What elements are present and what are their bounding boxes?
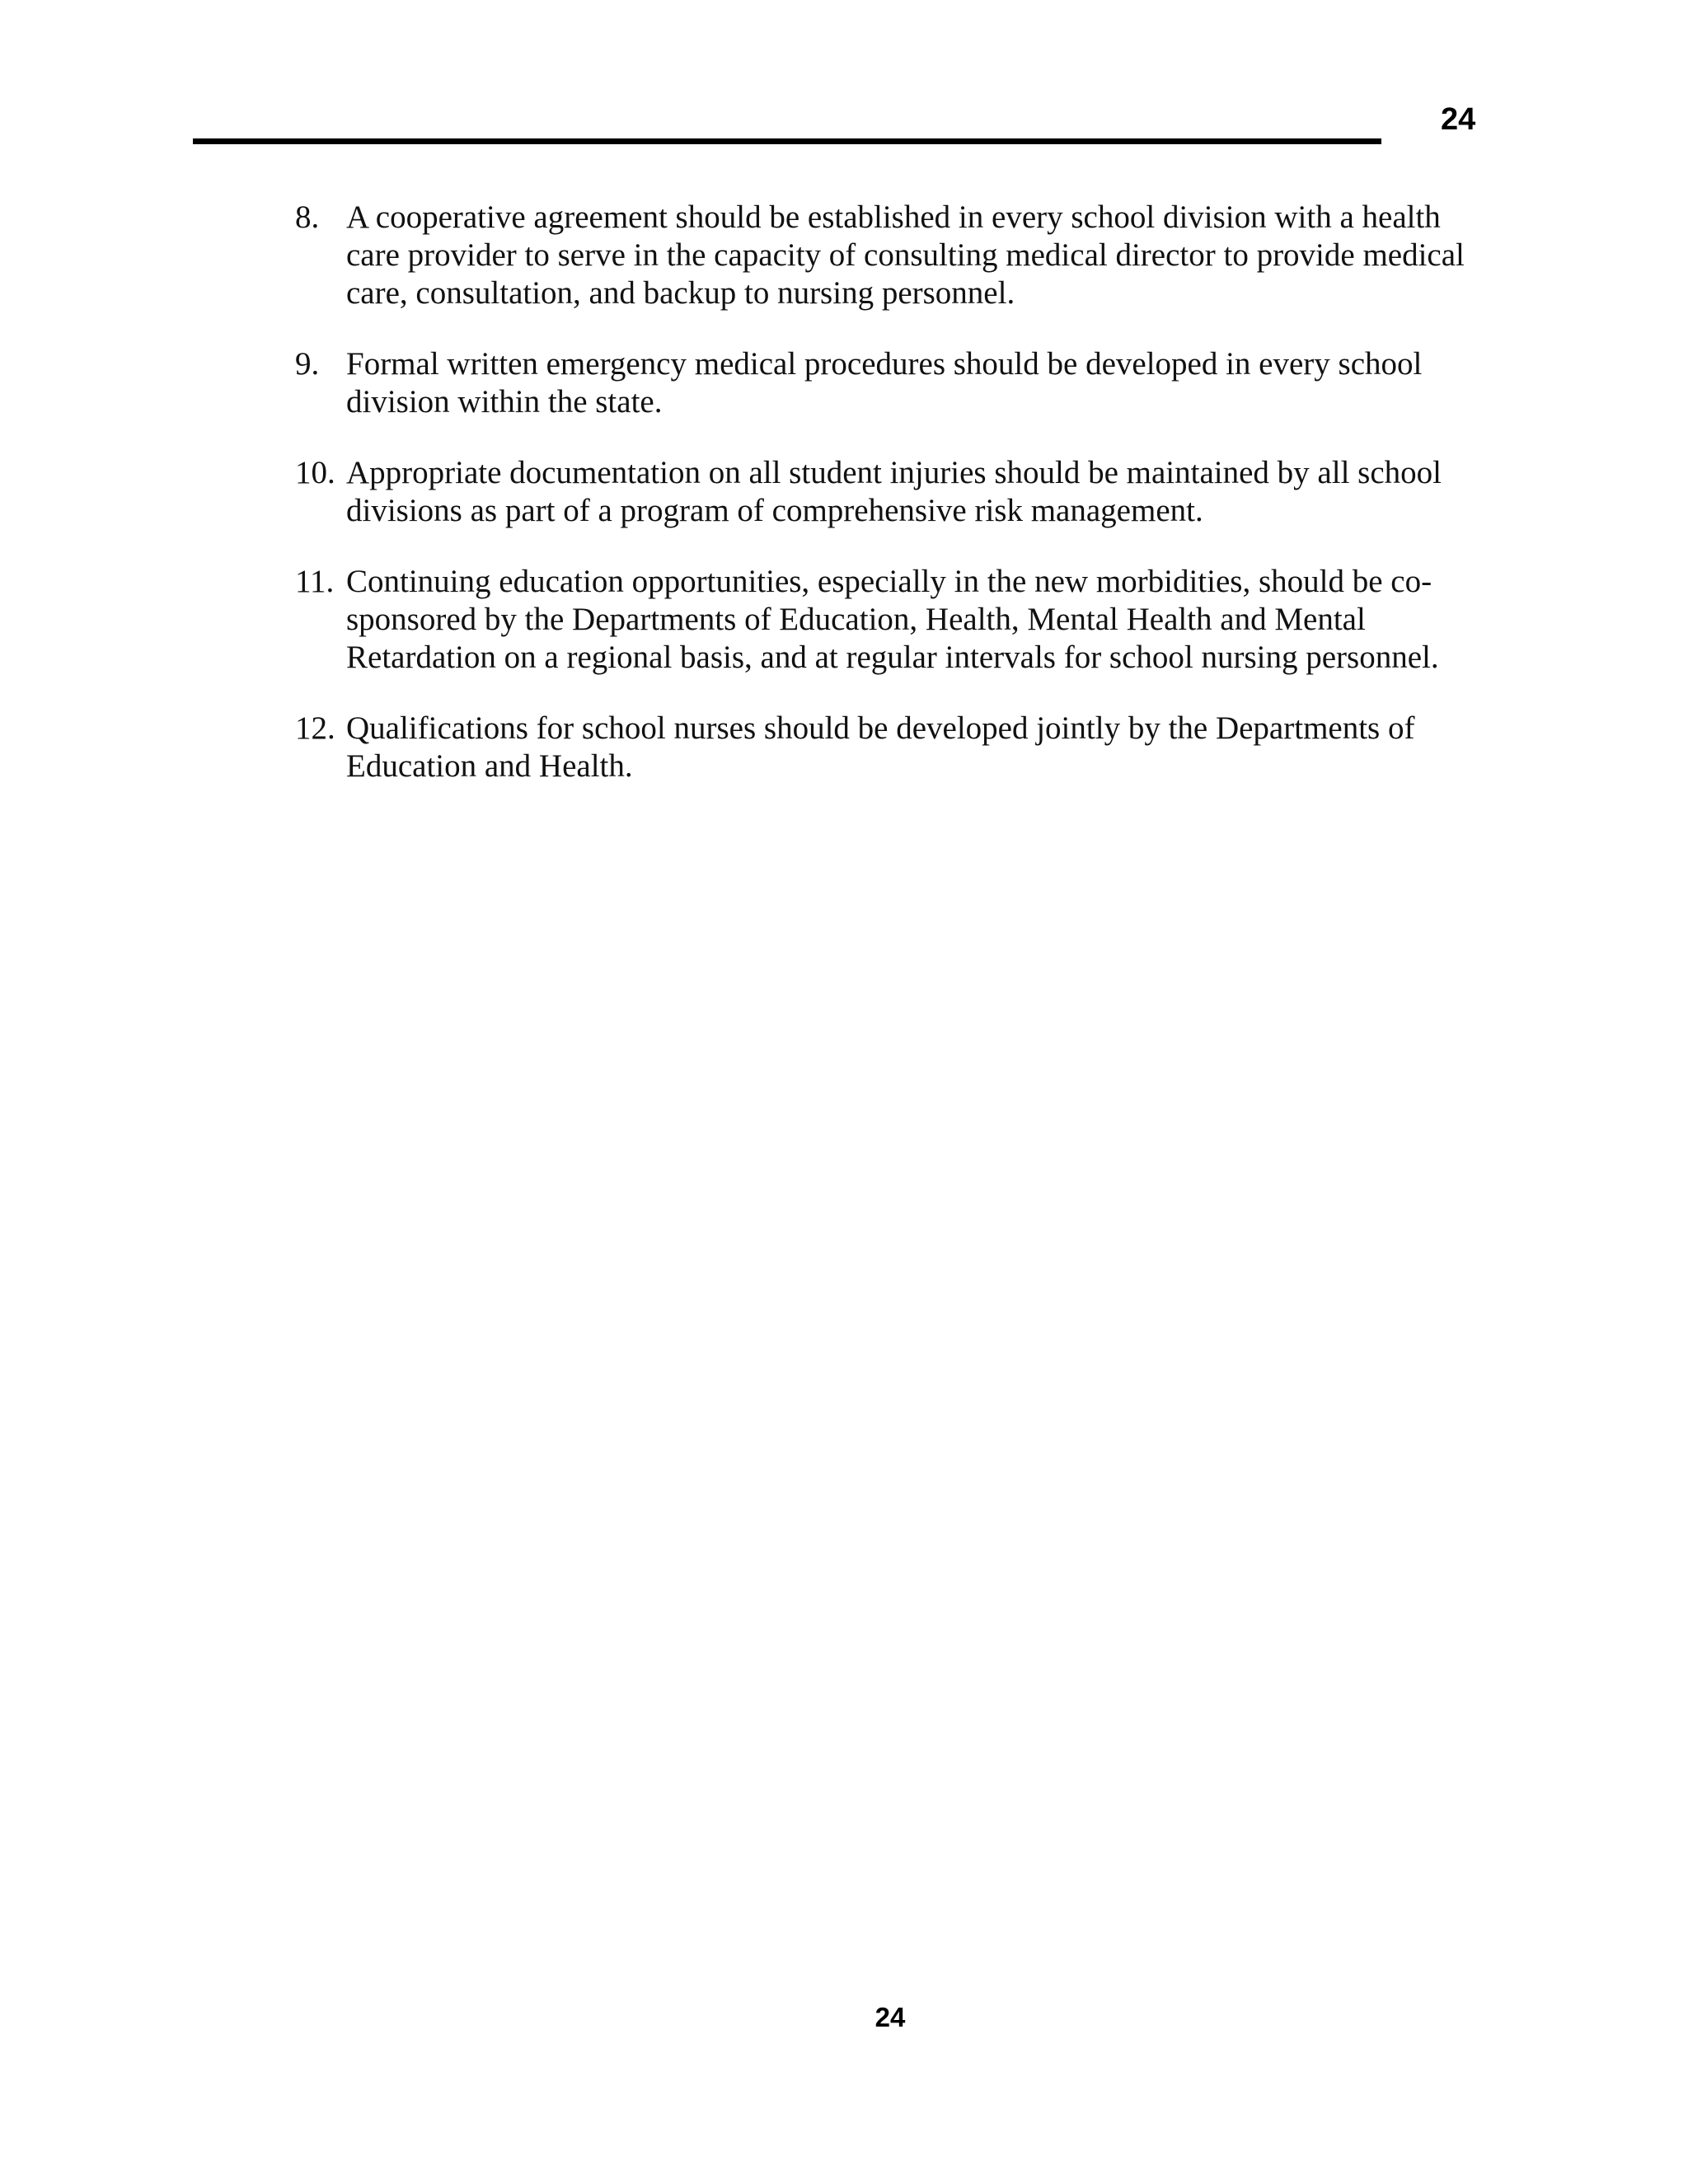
item-text: Appropriate documentation on all student injuries should be maintained by all school divisions as part of a program of comprehensive risk management. [346,455,1442,528]
header-rule [193,138,1381,144]
list-item [295,563,1498,677]
item-number: 10. [295,455,335,490]
item-number: 12. [295,710,335,746]
recommendations-list [295,199,1498,818]
item-text: Qualifications for school nurses should be developed jointly by the Departments of Education and Health. [346,710,1415,784]
item-text: Continuing education opportunities, especially in the new morbidities, should be co-sponsored by the Departments of Education, Health, Mental Health and Mental Retardation on a regional basis, and at regular intervals for school nursing personnel. [346,564,1439,675]
list-item [295,199,1498,312]
list-item [295,345,1498,421]
list-item [295,710,1498,785]
item-number: 11. [295,564,335,599]
item-number: 8. [295,199,320,235]
item-text: Formal written emergency medical procedures should be developed in every school division within the state. [346,346,1423,419]
item-text: A cooperative agreement should be established in every school division with a health care provider to serve in the capacity of consulting medical director to provide medical care, consultation, and backup to nursing personnel. [346,199,1465,311]
header-page-number: 24 [1441,102,1476,137]
item-number: 9. [295,346,320,382]
footer-page-number: 24 [874,2002,906,2032]
list-item [295,454,1498,530]
